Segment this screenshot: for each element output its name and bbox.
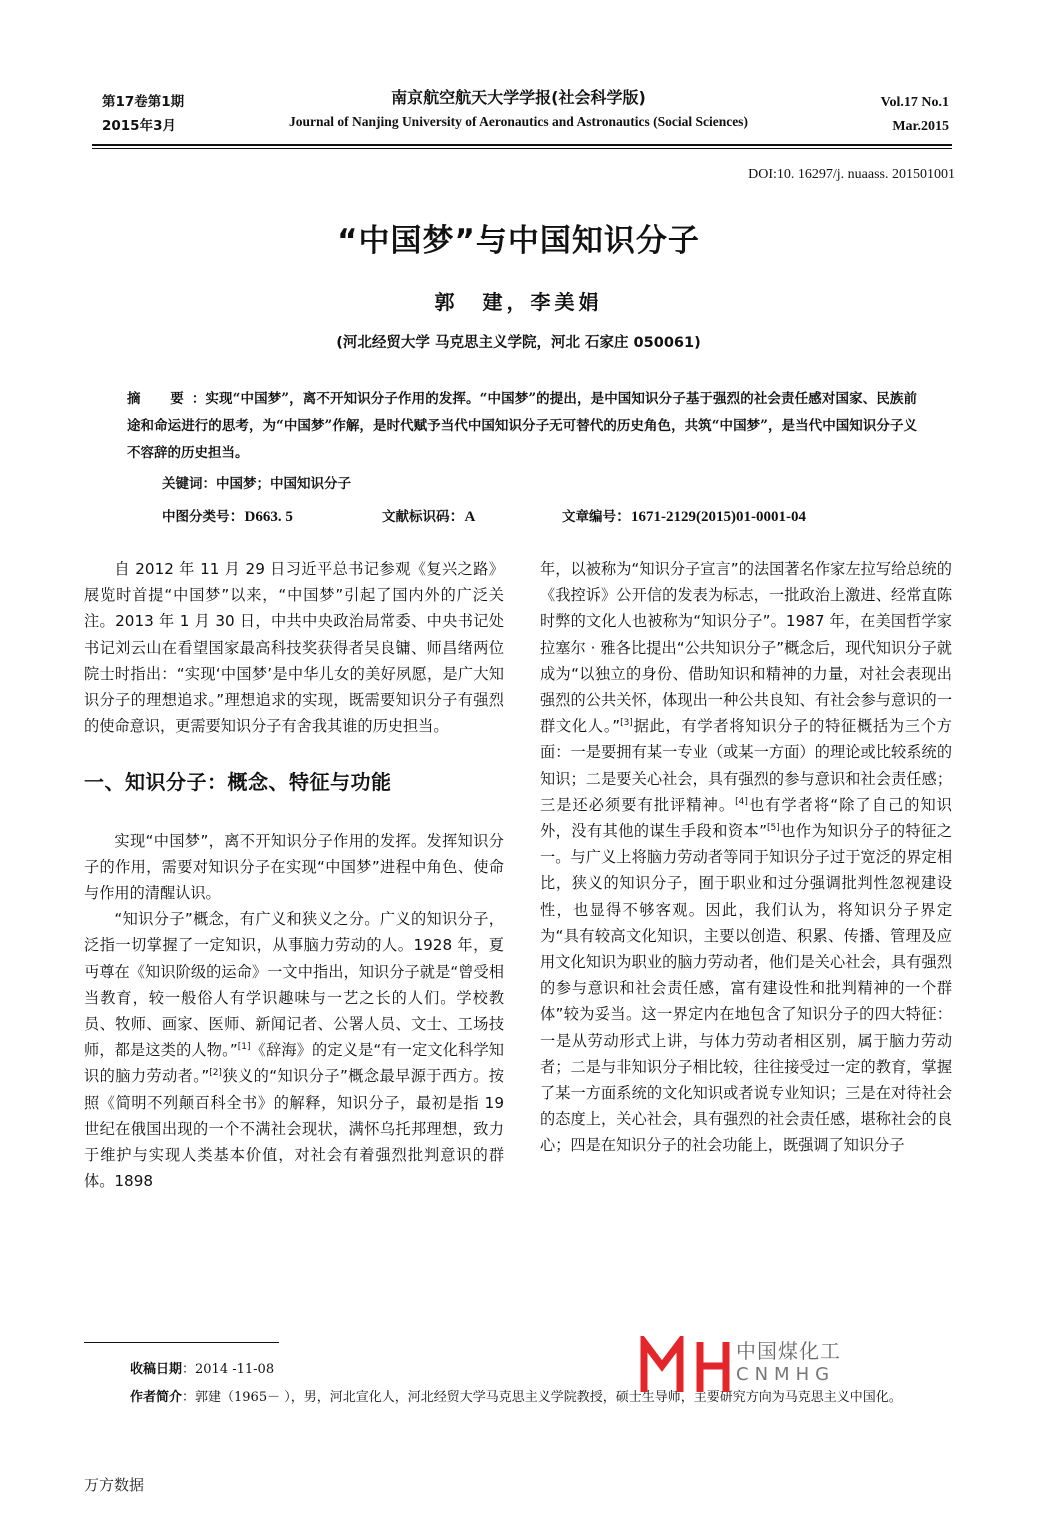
text-run: 也有学者将“除了自己的知识外，没有其他的谋生手段和资本” [540,795,952,841]
logo-m-mark [644,1342,680,1392]
clc-label: 中图分类号 [162,509,230,525]
keywords-label: 关键词 [162,476,203,492]
paragraph [540,556,952,1159]
bio-value: ：郭建（1965－ ），男，河北宣化人，河北经贸大学马克思主义学院教授，硕士生导师，主要研究方向为马克思主义中国化。 [182,1390,902,1405]
clc [162,505,382,526]
abstract [127,386,917,467]
text-run: 《辞海》的定义是“有一定文化科学知识的脑力劳动者。” [84,1041,504,1086]
citation-3[interactable]: [3] [620,718,633,729]
paragraph [84,906,504,1194]
volume-cn: 第17卷第1期 [102,94,185,110]
footnote-rule [84,1342,279,1343]
doc-value: ：A [449,509,476,525]
footer-source: 万方数据 [84,1476,145,1494]
body-right-column [540,556,952,1159]
section-heading: 一、知识分子：概念、特征与功能 [84,770,392,795]
keywords [162,472,351,492]
watermark-cn: 中国煤化工 [736,1339,841,1363]
received-value: ：2014 -11-08 [182,1362,275,1377]
art-label: 文章编号 [562,509,616,525]
authors: 郭 建，李美娟 [434,290,603,314]
journal-title-en: Journal of Nanjing University of Aeronautics and Astronautics (Social Sciences) [289,114,748,129]
watermark-en: CNMHG [736,1364,836,1385]
citation-5[interactable]: [5] [767,822,780,833]
body-left-column [84,556,504,1194]
header-volume-en [881,91,949,139]
affiliation: (河北经贸大学 马克思主义学院，河北 石家庄 050061) [336,335,701,351]
journal-title-cn: 南京航空航天大学学报(社会科学版) [391,88,646,107]
text-run: 年，以被称为“知识分子宣言”的法国著名作家左拉写给总统的《我控诉》公开信的发表为标志，一批政治上激进、经常直陈时弊的文化人也被称为“知识分子”。1987 年，在美国哲学家拉塞尔 · 雅各比提出“公共知识分子”概念后，现代知识分子就成为“以独立的身份、借助知识和精神的力量，对社会表现出强烈的公共关怀，体现出一种公共良知、有社会参与意识的一群文化人。” [540,560,952,736]
bio-label: 作者简介 [130,1390,183,1405]
header-rule [92,144,952,146]
text-run: “知识分子”概念，有广义和狭义之分。广义的知识分子，泛指一切掌握了一定知识，从事脑力劳动的人。1928 年，夏丏尊在《知识阶级的运命》一文中指出，知识分子就是“曾受相当教育，较一般俗人有学识趣味与一艺之长的人们。学校教员、牧师、画家、医师、新闻记者、公署人员、文士、工场技师，都是这类的人物。” [84,910,504,1060]
citation-1[interactable]: [1] [237,1042,251,1053]
paragraph: 实现“中国梦”，离不开知识分子作用的发挥。发挥知识分子的作用，需要对知识分子在实现“中国梦”进程中角色、使命与作用的清醒认识。 [84,831,504,903]
keywords-value: ：中国梦；中国知识分子 [202,476,351,492]
logo-h-mark [700,1342,726,1392]
text-run: 也作为知识分子的特征之一。与广义上将脑力劳动者等同于知识分子过于宽泛的界定相比，狭义的知识分子，囿于职业和过分强调批判性忽视建设性，也显得不够客观。因此，我们认为，将知识分子界定为“具有较高文化知识，主要以创造、积累、传播、管理及应用文化知识为职业的脑力劳动者，他们是关心社会，具有强烈的参与意识和社会责任感，富有建设性和批判精神的一个群体”较为妥当。这一界定内在地包含了知识分子的四大特征：一是从劳动形式上讲，与体力劳动者相区别，属于脑力劳动者；二是与非知识分子相比较，往往接受过一定的教育，掌握了某一方面系统的文化知识或者说专业知识；三是在对待社会的态度上，关心社会，具有强烈的社会责任感，堪称社会的良心；四是在知识分子的社会功能上，既强调了知识分子 [540,822,953,1155]
article-title: “中国梦”与中国知识分子 [337,223,700,259]
article-number [562,505,806,526]
header-rule-thin [92,148,952,149]
date-cn: 2015年3月 [102,118,176,134]
doi: DOI:10. 16297/j. nuaass. 201501001 [748,167,955,182]
abstract-text: ：实现“中国梦”，离不开知识分子作用的发挥。“中国梦”的提出，是中国知识分子基于强烈的社会责任感对国家、民族前途和命运进行的思考，为“中国梦”作解，是时代赋予当代中国知识分子无可替代的历史角色，共筑“中国梦”，是当代中国知识分子义不容辞的历史担当。 [127,391,917,461]
clc-value: ：D663. 5 [229,509,293,525]
received-label: 收稿日期 [130,1362,183,1377]
date-en: Mar.2015 [892,119,949,134]
doc-label: 文献标识码 [382,509,450,525]
citation-4[interactable]: [4] [735,796,748,807]
doc-code [382,505,562,526]
art-value: ：1671-2129(2015)01-0001-04 [616,509,806,525]
text-run: 据此，有学者将知识分子的特征概括为三个方面：一是要拥有某一专业（或某一方面）的理论或比较系统的知识；二是要关心社会，具有强烈的参与意识和社会责任感；三是还必须要有批评精神。 [540,717,952,814]
abstract-label: 摘 要 [127,391,192,407]
citation-2[interactable]: [2] [209,1068,222,1079]
text-run: 狭义的“知识分子”概念最早源于西方。按照《简明不列颠百科全书》的解释，知识分子，最初是指 19 世纪在俄国出现的一个不满社会现状，满怀乌托邦理想，致力于维护与实现人类基本价值，对社会有着强烈批判意识的群体。1898 [84,1067,504,1191]
classification-line [162,505,922,526]
paragraph: 自 2012 年 11 月 29 日习近平总书记参观《复兴之路》展览时首提“中国梦”以来，“中国梦”引起了国内外的广泛关注。2013 年 1 月 30 日，中共中央政治局常委、中央书记处书记刘云山在看望国家最高科技奖获得者吴良镛、师昌绪两位院士时指出：“实现‘中国梦’是中华儿女的美好夙愿，是广大知识分子的理想追求。”理想追求的实现，既需要知识分子有强烈的使命意识，更需要知识分子有舍我其谁的历史担当。 [84,560,504,736]
volume-en: Vol.17 No.1 [880,95,949,110]
